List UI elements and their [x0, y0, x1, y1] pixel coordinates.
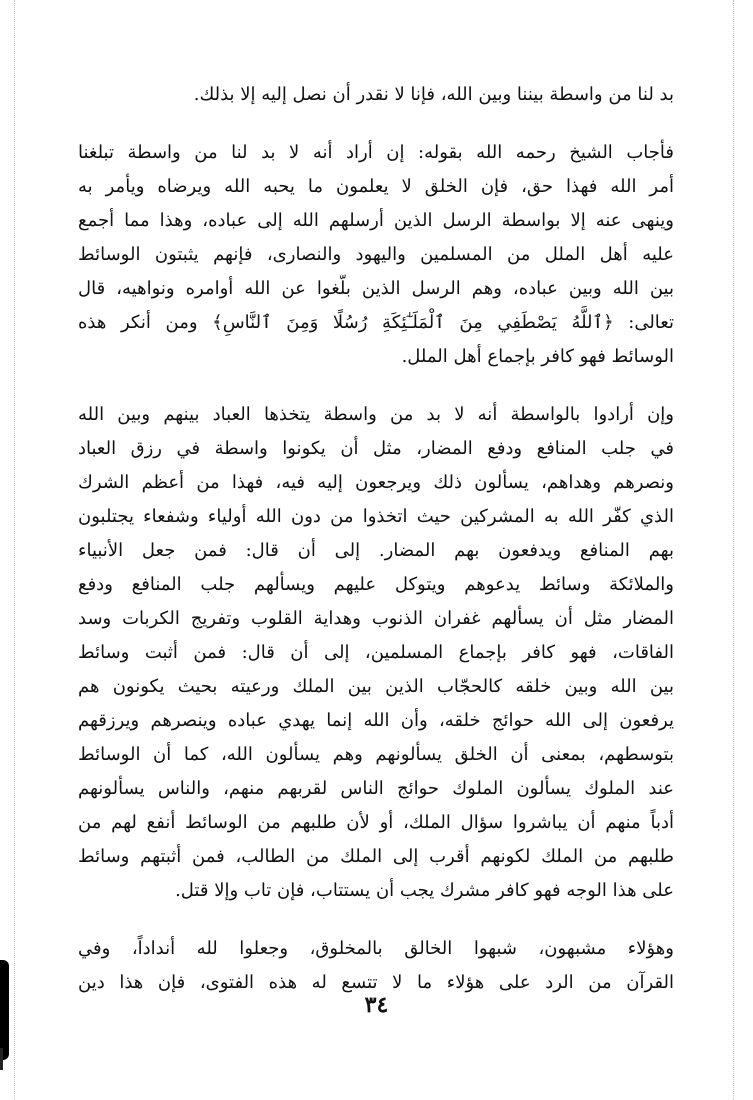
text-line: على هذا الوجه فهو كافر مشرك يجب أن يستتاب، فإن تاب وإلا قتل. [175, 880, 674, 901]
body-text [78, 78, 674, 1000]
binding-shadow [0, 960, 9, 1060]
text-line: طلبهم من الملك لكونهم أقرب إلى الملك من الطالب، فمن أثبتهم وسائط [78, 846, 674, 867]
scan-edge-line [14, 0, 15, 1100]
text-line: والملائكة وسائط يدعوهم ويتوكل عليهم ويسألهم جلب المنافع ودفع [78, 574, 674, 595]
text-line: وينهى عنه إلا بواسطة الرسل الذين أرسلهم الله إلى عباده، وهذا مما أجمع [78, 210, 674, 231]
text-line: يرفعون إلى الله حوائج خلقه، وأن الله إنما يهدي عباده وينصرهم ويرزقهم [78, 710, 674, 731]
text-line: الفاقات، فهو كافر بإجماع المسلمين، إلى أن قال: فمن أثبت وسائط [78, 642, 674, 663]
text-line: الوسائط فهو كافر بإجماع أهل الملل. [401, 346, 674, 367]
text-line: في جلب المنافع ودفع المضار، مثل أن يكونوا واسطة في رزق العباد [78, 438, 674, 459]
quran-verse-line: تعالى: ﴿ٱللَّهُ يَصْطَفِي مِنَ ٱلْمَلَـٰٓئِكَةِ رُسُلًا وَمِنَ ٱلنَّاسِ﴾ ومن أنكر هذه [78, 312, 674, 333]
text-line: عليه أهل الملل من المسلمين واليهود والنصارى، فإنهم يثبتون الوسائط [78, 244, 674, 265]
text-line: أدباً منهم أن يباشروا سؤال الملك، أو لأن طلبهم من الوسائط أنفع لهم من [78, 812, 674, 833]
text-line: بين الله وبين عباده، وهم الرسل الذين بلّغوا عن الله أوامره ونواهيه، قال [78, 278, 674, 299]
text-line: عند الملوك يسألون الملوك حوائج الناس لقربهم منهم، والناس يسألونهم [78, 778, 674, 799]
text-line: الذي كفّر الله به المشركين حيث اتخذوا من دون الله أولياء وشفعاء يجتلبون [78, 506, 674, 527]
text-line: القرآن من الرد على هؤلاء ما لا تتسع له هذه الفتوى، فإن هذا دين [78, 972, 674, 993]
page-number: ٣٤ [364, 992, 389, 1018]
scan-mark [0, 1048, 3, 1070]
text-line: بين الله وبين خلقه كالحجّاب الذين بين الملك ورعيته بحيث يكونون هم [78, 676, 674, 697]
text-line: وهؤلاء مشبهون، شبهوا الخالق بالمخلوق، وجعلوا لله أنداداً، وفي [78, 938, 674, 959]
paragraph-gap [78, 908, 674, 932]
paragraph-gap [78, 374, 674, 398]
text-line: ونصرهم وهداهم، يسألون ذلك ويرجعون إليه فيه، فهذا من أعظم الشرك [78, 472, 674, 493]
scan-edge-line [733, 0, 734, 1100]
text-line: بتوسطهم، بمعنى أن الخلق يسألونهم وهم يسألون الله، كما أن الوسائط [78, 744, 674, 765]
text-line: بهم المنافع ويدفعون بهم المضار. إلى أن قال: فمن جعل الأنبياء [78, 540, 674, 561]
paragraph-gap [78, 112, 674, 136]
text-line: المضار مثل أن يسألهم غفران الذنوب وهداية القلوب وتفريج الكربات وسد [78, 608, 674, 629]
text-line: فأجاب الشيخ رحمه الله بقوله: إن أراد أنه لا بد لنا من واسطة تبلغنا [78, 142, 674, 163]
text-line: بد لنا من واسطة بيننا وبين الله، فإنا لا نقدر أن نصل إليه إلا بذلك. [193, 84, 674, 105]
text-line: وإن أرادوا بالواسطة أنه لا بد من واسطة يتخذها العباد بينهم وبين الله [78, 404, 674, 425]
text-line: أمر الله فهذا حق، فإن الخلق لا يعلمون ما يحبه الله ويرضاه ويأمر به [78, 176, 674, 197]
